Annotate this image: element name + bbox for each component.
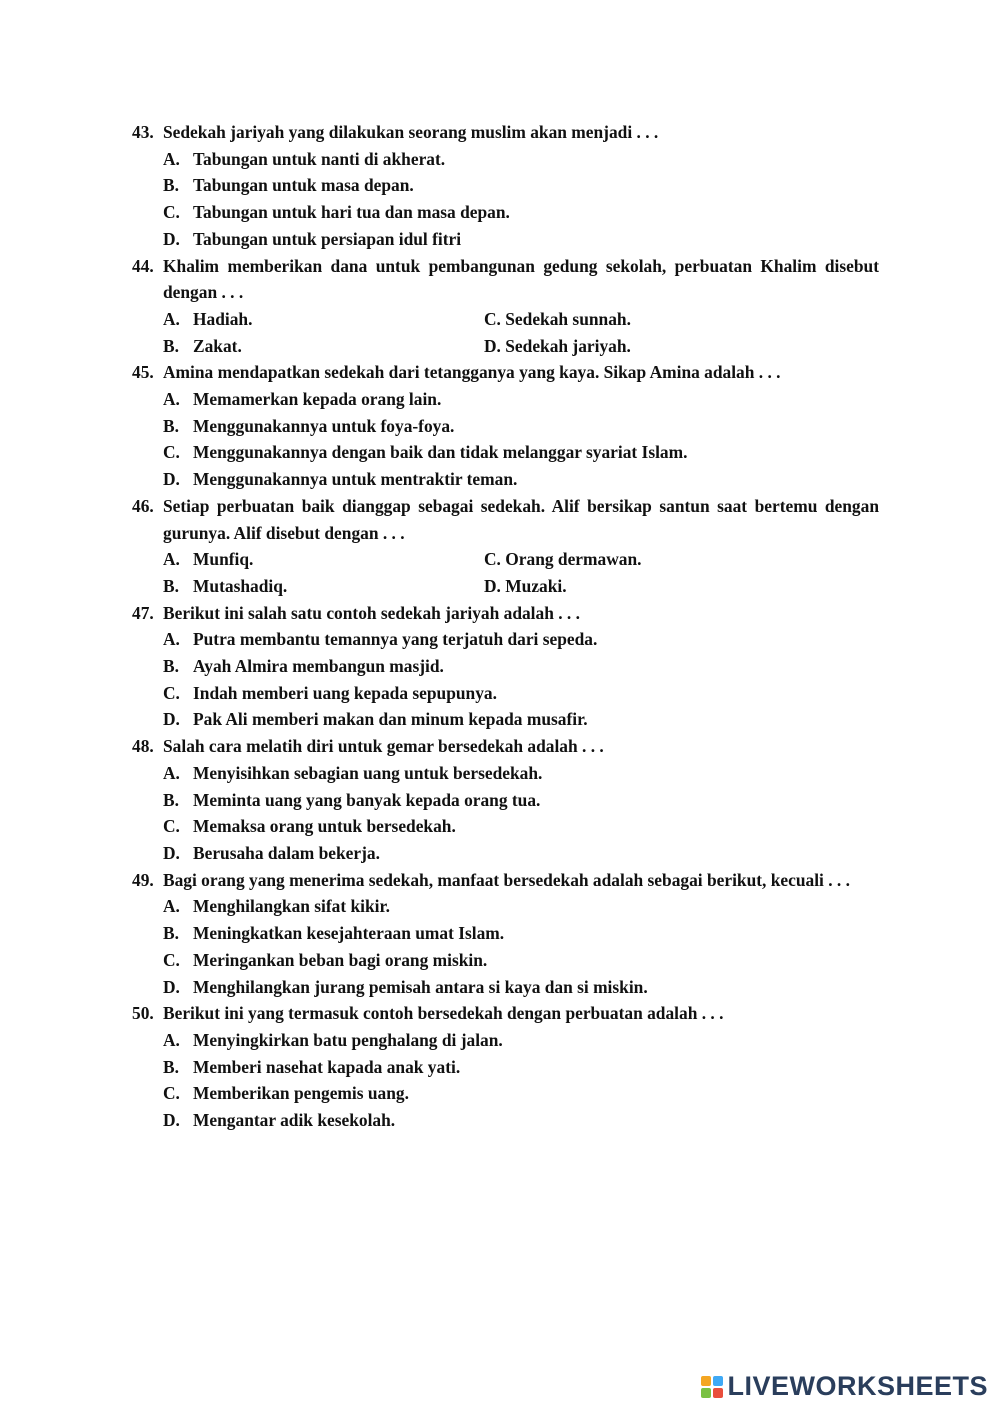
option-label: D. [163,709,180,730]
option-label: B. [163,415,179,436]
option-text: Pak Ali memberi makan dan minum kepada musafir. [193,709,588,730]
option [163,573,484,600]
option-text: Tabungan untuk nanti di akherat. [193,148,446,169]
option-text: Mutashadiq. [193,575,288,596]
option-label: D. [163,976,180,997]
option [163,1107,879,1134]
option-label: A. [163,762,180,783]
question-number: 50. [132,1003,154,1024]
option-text: Meningkatkan kesejahteraan umat Islam. [193,923,505,944]
logo-square [701,1376,711,1386]
liveworksheets-logo[interactable] [701,1371,988,1402]
question-number: 44. [132,255,154,276]
option-text: Mengantar adik kesekolah. [193,1110,396,1131]
question-number: 49. [132,869,154,890]
option-label: C. [163,442,180,463]
option [163,172,879,199]
option-text: Tabungan untuk persiapan idul fitri [193,228,462,249]
option-label: B. [163,335,179,356]
option [163,760,879,787]
option [163,386,879,413]
option [163,706,879,733]
option-text: Berusaha dalam bekerja. [193,842,380,863]
option-text: C. Sedekah sunnah. [484,308,631,329]
option-label: B. [163,656,179,677]
option-label: B. [163,1056,179,1077]
option [163,199,879,226]
question-number: 43. [132,122,154,142]
option-text: Meringankan beban bagi orang miskin. [193,949,488,970]
option-label: A. [163,896,180,917]
option [163,439,879,466]
option [484,306,879,333]
question-number: 47. [132,602,154,623]
option-text: Memberi nasehat kapada anak yati. [193,1056,461,1077]
logo-square [701,1388,711,1398]
question-text: Amina mendapatkan sedekah dari tetangganya yang kaya. Sikap Amina adalah . . . [163,362,781,383]
option-label: A. [163,1029,180,1050]
option [163,653,879,680]
option-text: Menghilangkan sifat kikir. [193,896,390,917]
question-49 [132,867,879,1001]
option [163,306,484,333]
option-label: C. [163,949,180,970]
option-label: A. [163,549,180,570]
option-label: C. [163,816,180,837]
question-text: Salah cara melatih diri untuk gemar bersedekah adalah . . . [163,736,604,757]
liveworksheets-logo-icon [701,1376,723,1398]
option-text: Tabungan untuk hari tua dan masa depan. [193,202,510,223]
option-label: B. [163,175,179,196]
option-label: A. [163,389,180,410]
option-text: Menyisihkan sebagian uang untuk bersedekah. [193,762,543,783]
question-46 [132,493,879,600]
question-43 [132,119,879,253]
option-text: Menggunakannya untuk foya-foya. [193,415,455,436]
option [163,1054,879,1081]
question-50 [132,1000,879,1134]
option [163,974,879,1001]
option-text: C. Orang dermawan. [484,549,642,570]
question-text: Berikut ini yang termasuk contoh bersedekah dengan perbuatan adalah . . . [163,1003,724,1024]
option [163,920,879,947]
option-text: Tabungan untuk masa depan. [193,175,414,196]
option-text: Indah memberi uang kepada sepupunya. [193,682,497,703]
question-48 [132,733,879,867]
option [163,546,484,573]
option-label: D. [163,469,180,490]
logo-text: LIVEWORKSHEETS [727,1371,988,1401]
option-text: Ayah Almira membangun masjid. [193,656,444,677]
option-label: D. [163,228,180,249]
option [163,680,879,707]
option-label: A. [163,629,180,650]
option [163,413,879,440]
option-label: C. [163,682,180,703]
question-number: 48. [132,736,154,757]
option-text: Hadiah. [193,308,253,329]
question-number: 45. [132,362,154,383]
option-text: Memberikan pengemis uang. [193,1083,409,1104]
option-text: Zakat. [193,335,242,356]
option [163,1080,879,1107]
option-label: C. [163,1083,180,1104]
option-text: Menggunakannya dengan baik dan tidak melanggar syariat Islam. [193,442,688,463]
option-text: Menyingkirkan batu penghalang di jalan. [193,1029,503,1050]
option-text: Menghilangkan jurang pemisah antara si kaya dan si miskin. [193,976,648,997]
option-label: D. [163,842,180,863]
worksheet-page [132,119,879,1134]
option-label: A. [163,308,180,329]
option-text: Memamerkan kepada orang lain. [193,389,442,410]
logo-square [713,1376,723,1386]
option-text: Menggunakannya untuk mentraktir teman. [193,469,518,490]
question-number: 46. [132,495,154,516]
option [163,893,879,920]
option [163,333,484,360]
option-label: B. [163,575,179,596]
question-text: Khalim memberikan dana untuk pembangunan gedung sekolah, perbuatan Khalim disebut dengan . . . [163,255,879,303]
option-label: B. [163,789,179,810]
option [163,840,879,867]
option-text: Memaksa orang untuk bersedekah. [193,816,456,837]
question-text: Setiap perbuatan baik dianggap sebagai sedekah. Alif bersikap santun saat bertemu dengan gurunya. Alif disebut dengan . . . [163,495,879,543]
option [484,333,879,360]
question-47 [132,600,879,734]
option [484,546,879,573]
option [163,947,879,974]
option [163,813,879,840]
option [163,466,879,493]
option [163,226,879,253]
question-45 [132,359,879,493]
option [163,787,879,814]
option-label: B. [163,923,179,944]
logo-square [713,1388,723,1398]
option-label: C. [163,202,180,223]
option [163,1027,879,1054]
option-label: D. [163,1110,180,1131]
option-label: A. [163,148,180,169]
option-text: Munfiq. [193,549,254,570]
question-44 [132,253,879,360]
question-text: Bagi orang yang menerima sedekah, manfaat bersedekah adalah sebagai berikut, kecuali . . . [163,869,850,890]
option [484,573,879,600]
option-text: Putra membantu temannya yang terjatuh dari sepeda. [193,629,598,650]
question-text: Berikut ini salah satu contoh sedekah jariyah adalah . . . [163,602,580,623]
option-text: D. Sedekah jariyah. [484,335,631,356]
option [163,626,879,653]
question-text: Sedekah jariyah yang dilakukan seorang muslim akan menjadi . . . [163,122,659,142]
option-text: D. Muzaki. [484,575,567,596]
option [163,146,879,173]
option-text: Meminta uang yang banyak kepada orang tua. [193,789,541,810]
